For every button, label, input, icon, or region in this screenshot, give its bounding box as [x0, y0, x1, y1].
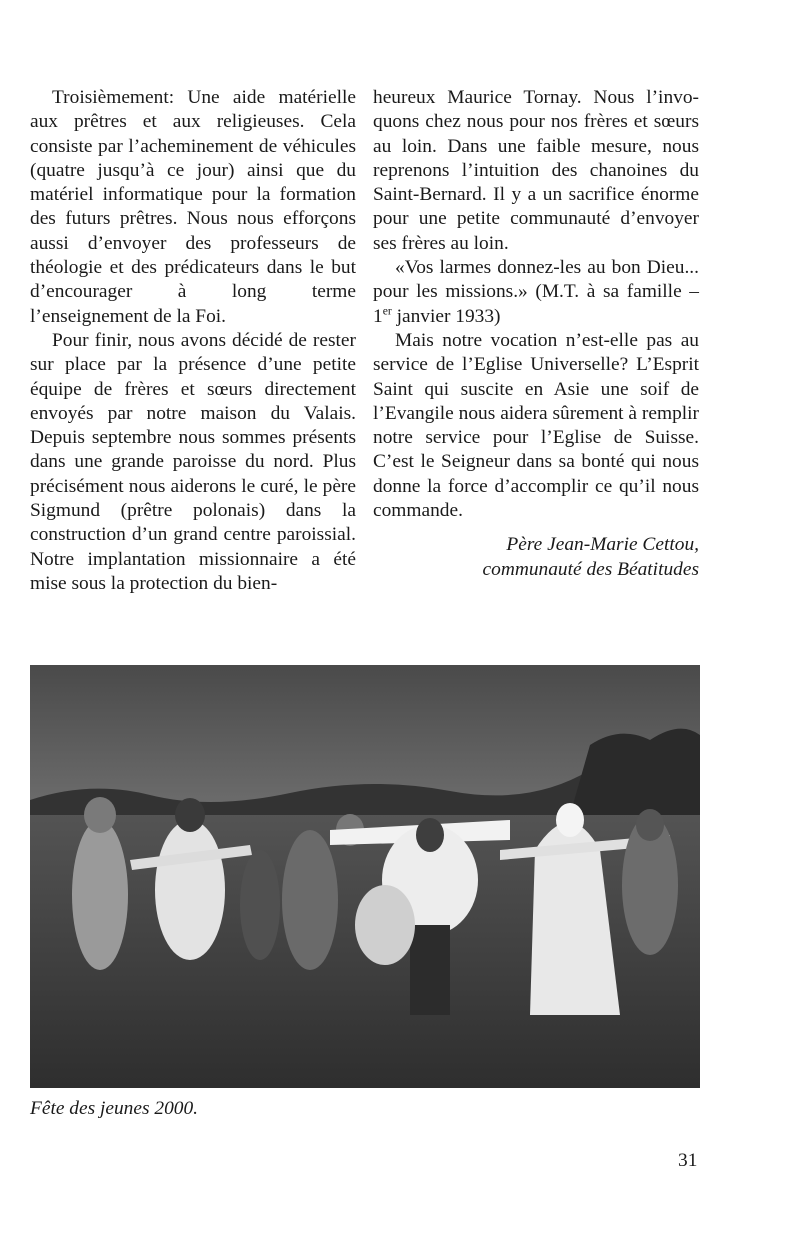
photo-icon	[30, 665, 700, 1088]
left-column	[30, 86, 356, 596]
quote-text: «Vos larmes donnez-les au bon Dieu... pour les missions.» (M.T. à sa famille – 1	[373, 257, 699, 327]
signature-name: Père Jean-Marie Cettou,	[506, 534, 699, 556]
photo-caption: Fête des jeunes 2000.	[30, 1098, 199, 1119]
paragraph	[373, 256, 699, 329]
paragraph: heureux Maurice Tornay. Nous l’invoquons chez nous pour nos frères et sœurs au loin. Dans une faible mesure, nous reprenons l’intuition des chanoines du Saint-Bernard. Il y a un sacrifice énorme pour une petite communauté d’envoyer ses frères au loin.	[373, 87, 699, 254]
signature-organization: communauté des Béatitudes	[482, 558, 699, 580]
paragraph: Mais notre vocation n’est-elle pas au service de l’Eglise Universelle? L’Esprit Saint qui suscite en Asie une soif de l’Evangile nous aidera sûrement à remplir notre service pour l’Eglise de Suisse. C’est le Seigneur dans sa bonté qui nous donne la force d’accomplir ce qu’il nous commande.	[373, 329, 699, 522]
signature	[373, 533, 699, 582]
page-number: 31	[678, 1150, 698, 1171]
paragraph: Pour finir, nous avons décidé de rester sur place par la présence d’une petite équipe de frères et sœurs directement envoyés par notre maison du Valais. Depuis septembre nous sommes présents dans une grande paroisse du nord. Plus précisément nous aiderons le curé, le père Sigmund (prêtre polonais) dans la construction d’un grand centre paroissial. Notre implantation missionnaire a été mise sous la protection du bien-	[30, 329, 356, 594]
quote-date: janvier 1933)	[391, 305, 501, 327]
paragraph: Troisièmement: Une aide matérielle aux prêtres et aux religieuses. Cela consiste par l’acheminement de véhicules (quatre jusqu’à ce jour) ainsi que du matériel informatique pour la formation des futurs prêtres. Nous nous efforçons aussi d’envoyer des professeurs de théologie et des prédicateurs dans le but d’encourager à long terme l’enseignement de la Foi.	[30, 87, 356, 327]
superscript: er	[382, 304, 392, 318]
photo	[30, 665, 700, 1088]
right-column	[373, 86, 699, 582]
